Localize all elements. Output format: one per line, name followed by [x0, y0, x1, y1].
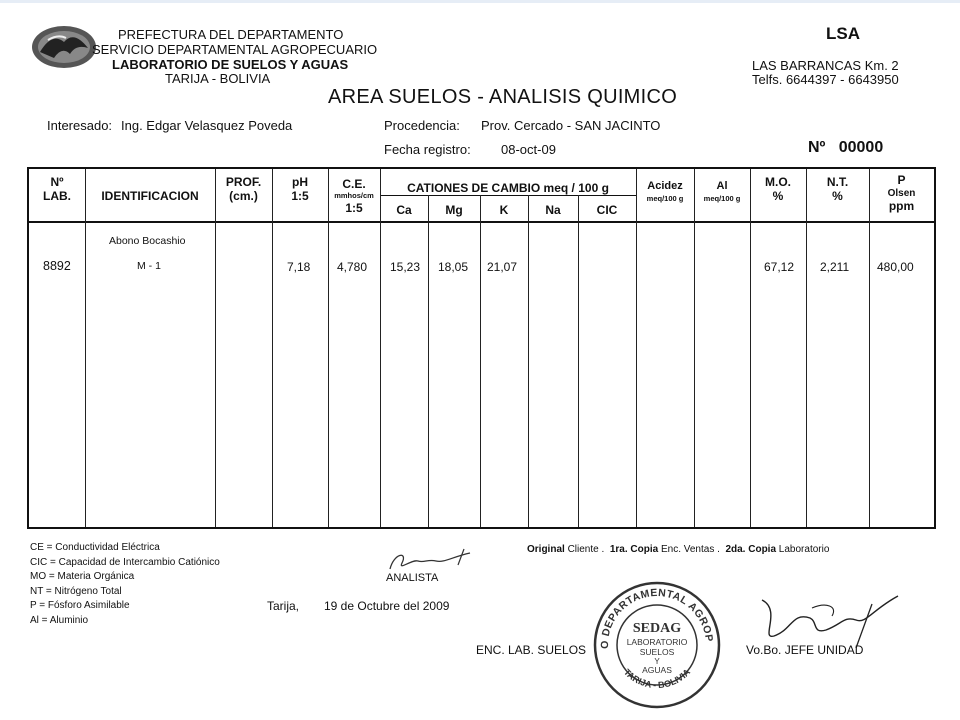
- results-table: [27, 167, 936, 529]
- col-header-cic: CIC: [596, 203, 618, 217]
- col-header-nt: N.T. %: [826, 175, 849, 203]
- col-divider: [380, 169, 381, 527]
- header-separator: [29, 221, 934, 223]
- top-edge: [0, 0, 960, 3]
- col-divider: [694, 169, 695, 527]
- cell-p: 480,00: [877, 260, 914, 274]
- col-divider: [85, 169, 86, 527]
- page-title: AREA SUELOS - ANALISIS QUIMICO: [328, 86, 678, 108]
- col-header-nlab: Nº LAB.: [43, 175, 71, 203]
- col-header-prof: PROF. (cm.): [225, 175, 262, 203]
- issue-date: 19 de Octubre del 2009: [324, 599, 450, 613]
- svg-text:LABORATORIO: LABORATORIO: [626, 637, 688, 647]
- procedencia-label: Procedencia:: [384, 118, 460, 133]
- col-header-k: K: [499, 203, 509, 217]
- header-prefectura: PREFECTURA DEL DEPARTAMENTO: [118, 27, 344, 42]
- fecha-label: Fecha registro:: [384, 142, 471, 157]
- legend-item: CIC = Capacidad de Intercambio Catiónico: [30, 556, 220, 568]
- header-servicio: SERVICIO DEPARTAMENTAL AGROPECUARIO: [92, 42, 378, 57]
- svg-text:SEDAG: SEDAG: [632, 621, 682, 636]
- svg-text:TARIJA - BOLIVIA: TARIJA - BOLIVIA: [621, 666, 693, 691]
- col-divider: [578, 195, 579, 527]
- fecha-value: 08-oct-09: [501, 142, 556, 157]
- lab-code: LSA: [826, 24, 860, 43]
- cationes-subline: [380, 195, 636, 196]
- cell-identificacion: M - 1: [137, 260, 161, 272]
- cell-nlab: 8892: [43, 259, 71, 273]
- col-divider: [328, 169, 329, 527]
- interesado-value: Ing. Edgar Velasquez Poveda: [121, 118, 293, 133]
- procedencia-value: Prov. Cercado - SAN JACINTO: [481, 118, 661, 133]
- place: Tarija,: [267, 599, 300, 613]
- svg-text:Y: Y: [654, 657, 660, 666]
- cell-nt: 2,211: [820, 260, 850, 274]
- legend: [30, 541, 220, 628]
- svg-text:SERVICIO DEPARTAMENTAL AGROPEC: O DEPARTAMENTAL AGROP: [598, 586, 715, 649]
- enc-lab-label: ENC. LAB. SUELOS: [476, 643, 587, 657]
- sample-description: Abono Bocashio: [109, 235, 186, 247]
- col-header-ce: C.E. mmhos/cm 1:5: [334, 177, 374, 215]
- legend-item: MO = Materia Orgánica: [30, 571, 135, 582]
- col-divider: [480, 195, 481, 527]
- col-divider: [806, 169, 807, 527]
- lab-phones: Telfs. 6644397 - 6643950: [752, 72, 899, 87]
- document-number: Nº 00000: [808, 139, 884, 156]
- col-divider: [750, 169, 751, 527]
- legend-item: Al = Aluminio: [30, 614, 89, 626]
- col-header-ph: pH 1:5: [291, 175, 309, 203]
- prefectura-logo-icon: [30, 24, 98, 70]
- col-header-acidez: Acidez meq/100 g: [646, 180, 684, 203]
- cell-ce: 4,780: [337, 260, 368, 274]
- col-header-cationes: CATIONES DE CAMBIO meq / 100 g: [407, 181, 609, 195]
- lab-address: LAS BARRANCAS Km. 2: [752, 58, 899, 73]
- col-divider: [636, 169, 637, 527]
- cell-k: 21,07: [487, 260, 518, 274]
- col-divider: [428, 195, 429, 527]
- header-laboratorio: LABORATORIO DE SUELOS Y AGUAS: [112, 57, 349, 72]
- header-location: TARIJA - BOLIVIA: [165, 71, 271, 86]
- cell-ca: 15,23: [390, 260, 421, 274]
- cell-mo: 67,12: [764, 260, 795, 274]
- jefe-label: Vo.Bo. JEFE UNIDAD: [746, 643, 864, 657]
- stamp-seal-icon: [592, 580, 722, 710]
- col-header-ca: Ca: [396, 203, 412, 217]
- col-header-p: P Olsen ppm: [887, 173, 916, 213]
- col-divider: [869, 169, 870, 527]
- analista-label: ANALISTA: [386, 572, 439, 584]
- col-header-al: Al meq/100 g: [703, 180, 741, 203]
- cell-ph: 7,18: [287, 260, 311, 274]
- col-header-identificacion: IDENTIFICACION: [101, 189, 199, 203]
- legend-item: NT = Nitrógeno Total: [30, 585, 122, 597]
- col-header-mg: Mg: [445, 203, 463, 217]
- copies-note: Original Cliente . 1ra. Copia Enc. Ventas . 2da. Copia Laboratorio: [527, 544, 830, 555]
- col-divider: [215, 169, 216, 527]
- legend-item: CE = Conductividad Eléctrica: [30, 542, 160, 553]
- svg-text:AGUAS: AGUAS: [642, 665, 672, 675]
- col-header-mo: M.O. %: [765, 175, 791, 203]
- legend-item: P = Fósforo Asimilable: [30, 600, 130, 611]
- sedag-stamp: [592, 580, 722, 710]
- interesado-label: Interesado:: [47, 118, 113, 133]
- col-divider: [528, 195, 529, 527]
- svg-text:SUELOS: SUELOS: [639, 647, 675, 657]
- col-divider: [272, 169, 273, 527]
- cell-mg: 18,05: [438, 260, 469, 274]
- col-header-na: Na: [545, 203, 561, 217]
